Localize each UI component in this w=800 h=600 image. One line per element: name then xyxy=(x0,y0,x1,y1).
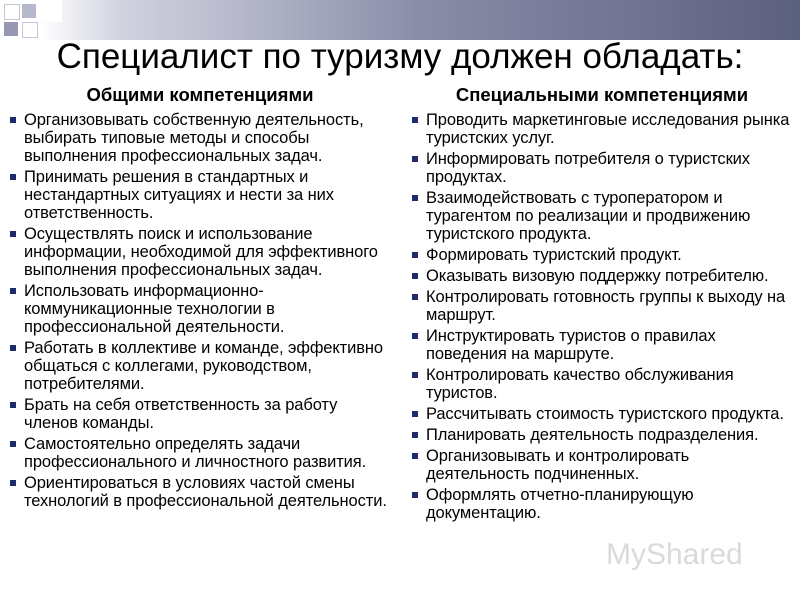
list-item: Инструктировать туристов о правилах поведения на маршруте. xyxy=(410,327,794,363)
list-item: Осуществлять поиск и использование информации, необходимой для эффективного выполнения профессиональных задач. xyxy=(8,225,392,279)
bullet-icon xyxy=(412,117,418,123)
watermark: MyShared xyxy=(606,538,743,571)
list-item: Информировать потребителя о туристских продуктах. xyxy=(410,150,794,186)
column-heading: Общими компетенциями xyxy=(86,84,314,105)
decor-square xyxy=(40,0,62,22)
bullet-icon xyxy=(412,252,418,258)
bullet-icon xyxy=(10,402,16,408)
decor-square xyxy=(4,4,20,20)
bullet-icon xyxy=(412,333,418,339)
list-item: Рассчитывать стоимость туристского продукта. xyxy=(410,405,794,423)
bullet-icon xyxy=(412,492,418,498)
list-item: Принимать решения в стандартных и нестандартных ситуациях и нести за них ответственность. xyxy=(8,168,392,222)
list-item: Проводить маркетинговые исследования рынка туристских услуг. xyxy=(410,111,794,147)
list-item: Самостоятельно определять задачи профессионального и личностного развития. xyxy=(8,435,392,471)
list-item: Работать в коллективе и команде, эффективно общаться с коллегами, руководством, потребителями. xyxy=(8,339,392,393)
list-item: Организовывать и контролировать деятельность подчиненных. xyxy=(410,447,794,483)
bullet-icon xyxy=(412,453,418,459)
list-item: Оказывать визовую поддержку потребителю. xyxy=(410,267,794,285)
bullet-icon xyxy=(412,372,418,378)
list-item: Использовать информационно-коммуникационные технологии в профессиональной деятельности. xyxy=(8,282,392,336)
slide-title: Специалист по туризму должен обладать: xyxy=(56,37,744,76)
decor-square xyxy=(22,4,36,18)
column-heading: Специальными компетенциями xyxy=(455,84,749,105)
bullet-icon xyxy=(412,432,418,438)
list-item: Оформлять отчетно-планирующую документацию. xyxy=(410,486,794,522)
bullet-icon xyxy=(412,195,418,201)
bullet-icon xyxy=(10,231,16,237)
list-item: Контролировать качество обслуживания туристов. xyxy=(410,366,794,402)
general-competencies-column xyxy=(8,84,392,513)
list-item: Организовывать собственную деятельность, выбирать типовые методы и способы выполнения профессиональных задач. xyxy=(8,111,392,165)
bullet-icon xyxy=(412,411,418,417)
bullet-icon xyxy=(10,117,16,123)
header-band xyxy=(0,0,800,40)
list-item: Формировать туристский продукт. xyxy=(410,246,794,264)
bullet-icon xyxy=(10,441,16,447)
bullet-icon xyxy=(10,174,16,180)
special-competencies-list xyxy=(410,111,794,522)
decor-square xyxy=(4,22,18,36)
list-item: Планировать деятельность подразделения. xyxy=(410,426,794,444)
bullet-icon xyxy=(10,345,16,351)
bullet-icon xyxy=(412,273,418,279)
list-item: Ориентироваться в условиях частой смены технологий в профессиональной деятельности. xyxy=(8,474,392,510)
list-item: Контролировать готовность группы к выходу на маршрут. xyxy=(410,288,794,324)
bullet-icon xyxy=(10,480,16,486)
list-item: Брать на себя ответственность за работу членов команды. xyxy=(8,396,392,432)
bullet-icon xyxy=(412,294,418,300)
list-item: Взаимодействовать с туроператором и турагентом по реализации и продвижению туристского продукта. xyxy=(410,189,794,243)
special-competencies-column xyxy=(410,84,794,525)
bullet-icon xyxy=(10,288,16,294)
general-competencies-list xyxy=(8,111,392,510)
bullet-icon xyxy=(412,156,418,162)
